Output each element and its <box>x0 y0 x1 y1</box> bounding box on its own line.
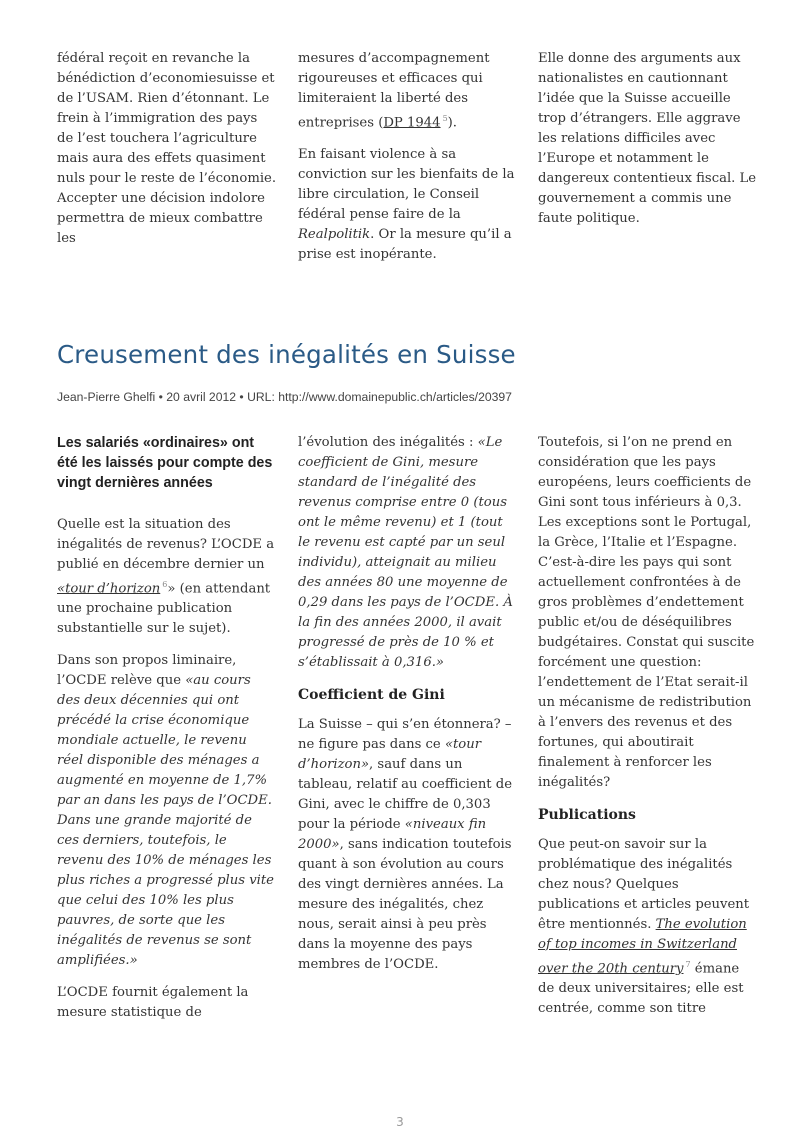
text: l’évolution des inégalités : <box>298 435 478 450</box>
article-col-3 <box>538 433 758 1031</box>
prev-article-col-1 <box>57 49 277 261</box>
prev-article-col-3 <box>538 49 758 241</box>
text: Quelle est la situation des inégalités de revenus? L’OCDE a publié en décembre dernier un <box>57 517 275 572</box>
prev-article-col-2 <box>298 49 518 277</box>
paragraph <box>298 715 518 975</box>
footnote-ref: 7 <box>685 960 691 969</box>
paragraph <box>298 49 518 133</box>
paragraph <box>538 835 758 1019</box>
text: , sauf dans un tableau, relatif au coefficient de Gini, avec le chiffre de 0,303 pour la période <box>298 757 513 832</box>
footnote-ref: 6 <box>162 580 168 589</box>
italic-text: «niveaux fin 2000» <box>298 817 487 852</box>
paragraph: Elle donne des arguments aux nationalistes en cautionnant l’idée que la Suisse accueille trop d’étrangers. Elle aggrave les relations difficiles avec l’Europe et notamment le dangereux contentieux fiscal. Le gouvernement a commis une faute politique. <box>538 51 757 226</box>
text: » (en attendant une prochaine publication substantielle sur le sujet). <box>57 581 271 637</box>
article-lead: Les salariés «ordinaires» ont été les laissés pour compte des vingt dernières années <box>57 435 273 491</box>
text: En faisant violence à sa conviction sur les bienfaits de la libre circulation, le Conseil fédéral pense faire de la <box>298 147 515 223</box>
article-col-2 <box>298 433 518 987</box>
text: ). <box>447 115 457 131</box>
paragraph: fédéral reçoit en revanche la bénédiction d’economiesuisse et de l’USAM. Rien d’étonnant. Le frein à l’immigration des pays de l’est touchera l’agriculture mais aura des effets quasiment nuls pour le reste de l’économie. Accepter une décision indolore permettra de mieux combattre les <box>57 51 277 246</box>
article-meta: Jean-Pierre Ghelfi • 20 avril 2012 • URL: http://www.domainepublic.ch/articles/20397 <box>57 390 512 404</box>
text: émane de deux universitaires; elle est centrée, comme son titre <box>538 961 744 1017</box>
article-col-1 <box>57 433 277 1035</box>
italic-text: «tour d’horizon» <box>298 737 482 772</box>
subheading: Publications <box>538 807 636 823</box>
text: mesures d’accompagnement rigoureuses et efficaces qui limiteraient la liberté des entreprises ( <box>298 51 490 131</box>
paragraph: Toutefois, si l’on ne prend en considération que les pays européens, leurs coefficients de Gini sont tous inférieurs à 0,3. Les exceptions sont le Portugal, la Grèce, l’Italie et l’Espagne. C’est-à-dire les pays qui sont actuellement confrontées à de gros problèmes d’endettement public et/ou de déséquilibres budgétaires. Constat qui suscite forcément une question: l’endettement de l’Etat serait-il un mécanisme de redistribution à l’envers des revenus et des fortunes, qui aboutirait finalement à renforcer les inégalités? <box>538 435 755 790</box>
text: La Suisse – qui s’en étonnera? – ne figure pas dans ce <box>298 717 512 752</box>
dp-1944-link[interactable]: DP 1944 <box>383 115 441 131</box>
text: Dans son propos liminaire, l’OCDE relève que <box>57 653 237 689</box>
page-number: 3 <box>396 1115 404 1129</box>
paragraph <box>57 651 277 971</box>
paragraph: L’OCDE fournit également la mesure statistique de <box>57 985 249 1021</box>
text: , sans indication toutefois quant à son évolution au cours des vingt dernières années. La mesure des inégalités, chez nous, serait ainsi à peu près dans la moyenne des pays membres de l’OCDE. <box>298 837 512 972</box>
top-incomes-link[interactable]: The evolution of top incomes in Switzerland over the 20th century <box>538 917 747 977</box>
paragraph <box>298 145 518 265</box>
subheading: Coefficient de Gini <box>298 687 445 703</box>
italic-text: Realpolitik <box>298 227 371 243</box>
text: . Or la mesure qu’il a prise est inopérante. <box>298 227 512 263</box>
paragraph <box>298 433 518 673</box>
article-title: Creusement des inégalités en Suisse <box>57 340 516 369</box>
tour-horizon-link[interactable]: «tour d’horizon <box>57 581 161 597</box>
text: Que peut-on savoir sur la problématique des inégalités chez nous? Quelques publications et articles peuvent être mentionnés. <box>538 837 750 932</box>
quote: «au cours des deux décennies qui ont précédé la crise économique mondiale actuelle, le revenu réel disponible des ménages a augmenté en moyenne de 1,7% par an dans les pays de l’OCDE. Dans une grande majorité de ces derniers, toutefois, le revenu des 10% de ménages les plus riches a progressé plus vite que celui des 10% les plus pauvres, de sorte que les inégalités de revenus se sont amplifiées.» <box>57 673 274 969</box>
quote: «Le coefficient de Gini, mesure standard de l’inégalité des revenus comprise entre 0 (tous ont le même revenu) et 1 (tout le revenu est capté par un seul individu), atteignait au milieu des années 80 une moyenne de 0,29 dans les pays de l’OCDE. À la fin des années 2000, il avait progressé de près de 10 % et s’établissait à 0,316.» <box>298 435 513 670</box>
paragraph <box>57 515 277 639</box>
footnote-ref: 5 <box>442 114 448 123</box>
